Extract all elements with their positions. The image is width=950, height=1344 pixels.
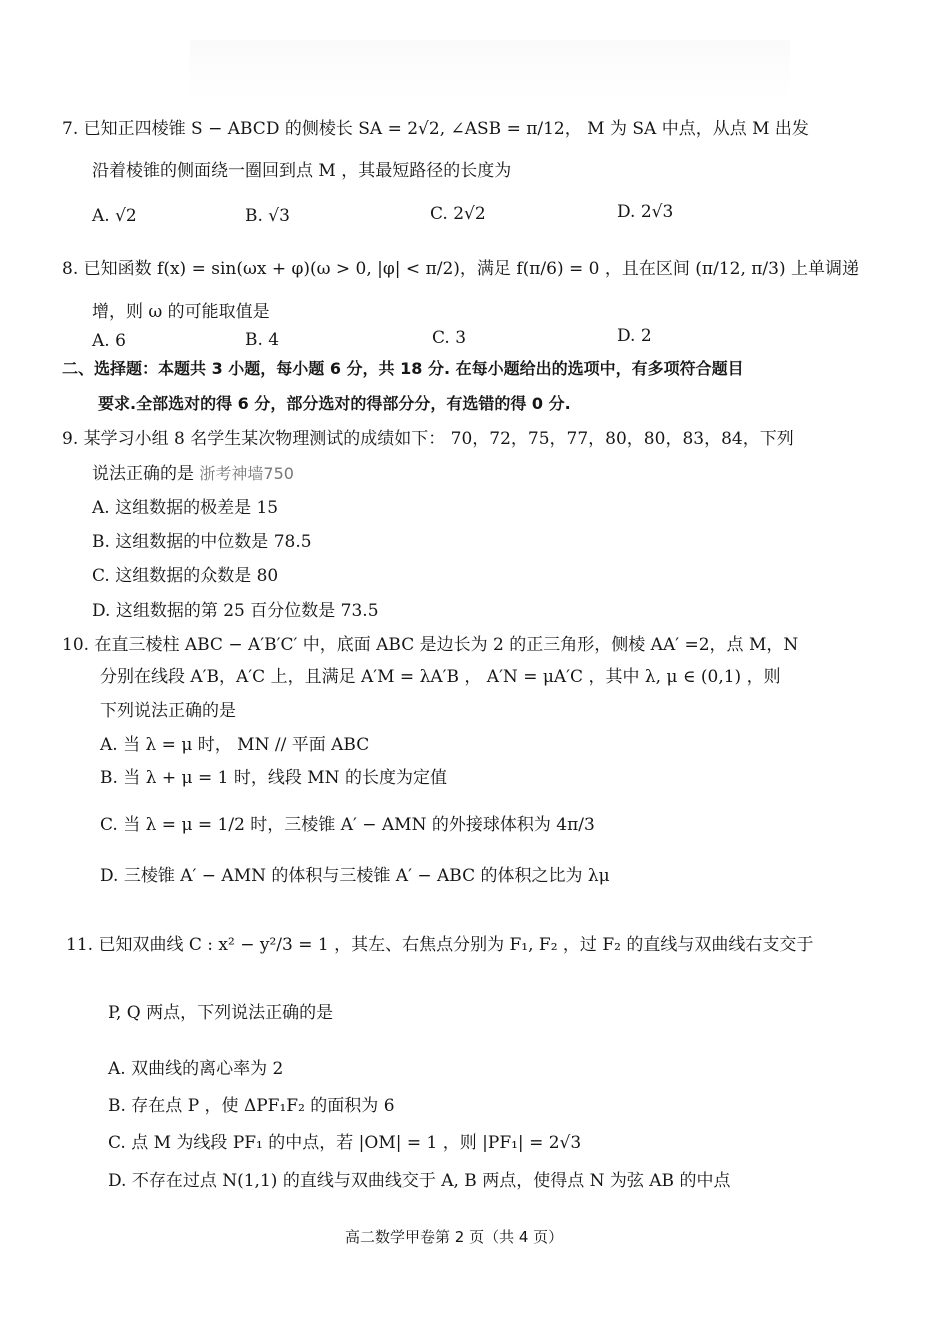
q9-stem-line2 xyxy=(92,463,294,485)
q11-option-c: C. 点 M 为线段 PF₁ 的中点，若 |OM| = 1 ，则 |PF₁| = 2√3 xyxy=(108,1133,582,1153)
q11-stem-line2: P, Q 两点，下列说法正确的是 xyxy=(108,1003,334,1023)
q10-option-a: A. 当 λ = μ 时， MN // 平面 ABC xyxy=(100,735,370,755)
q11-option-b: B. 存在点 P ，使 ΔPF₁F₂ 的面积为 6 xyxy=(108,1096,395,1116)
q10-option-c: C. 当 λ = μ = 1/2 时，三棱锥 A′ − AMN 的外接球体积为 4π/3 xyxy=(100,815,595,835)
q7-option-a: A. √2 xyxy=(92,206,137,226)
q8-stem-line2: 增，则 ω 的可能取值是 xyxy=(92,302,270,322)
q8-option-a: A. 6 xyxy=(92,331,126,351)
section2-heading-line2: 要求.全部选对的得 6 分，部分选对的得部分分，有选错的得 0 分. xyxy=(98,394,571,413)
q11-stem-line1: 11. 已知双曲线 C : x² − y²/3 = 1 ，其左、右焦点分别为 F₁, F₂ ，过 F₂ 的直线与双曲线右支交于 xyxy=(66,935,814,955)
q8-option-d: D. 2 xyxy=(617,326,652,346)
q9-option-c: C. 这组数据的众数是 80 xyxy=(92,566,279,586)
q7-option-d: D. 2√3 xyxy=(617,202,674,222)
page-footer: 高二数学甲卷第 2 页（共 4 页） xyxy=(345,1228,564,1246)
q11-option-d: D. 不存在过点 N(1,1) 的直线与双曲线交于 A, B 两点，使得点 N 为弦 AB 的中点 xyxy=(108,1171,731,1191)
q9-option-b: B. 这组数据的中位数是 78.5 xyxy=(92,532,312,552)
q7-stem-line1: 7. 已知正四棱锥 S − ABCD 的侧棱长 SA = 2√2, ∠ASB = π/12， M 为 SA 中点，从点 M 出发 xyxy=(62,119,809,139)
q8-option-c: C. 3 xyxy=(432,328,467,348)
q7-option-b: B. √3 xyxy=(245,206,290,226)
q7-stem-line2: 沿着棱锥的侧面绕一圈回到点 M ，其最短路径的长度为 xyxy=(92,161,512,181)
q10-option-d: D. 三棱锥 A′ − AMN 的体积与三棱锥 A′ − ABC 的体积之比为 λμ xyxy=(100,866,610,886)
section2-heading-line1: 二、选择题：本题共 3 小题，每小题 6 分，共 18 分. 在每小题给出的选项中，有多项符合题目 xyxy=(62,359,744,378)
q8-stem-line1: 8. 已知函数 f(x) = sin(ωx + φ)(ω > 0, |φ| < π/2)，满足 f(π/6) = 0 ，且在区间 (π/12, π/3) 上单调递 xyxy=(62,259,860,279)
q9-option-a: A. 这组数据的极差是 15 xyxy=(92,498,279,518)
scan-shading xyxy=(190,40,790,100)
q10-option-b: B. 当 λ + μ = 1 时，线段 MN 的长度为定值 xyxy=(100,768,447,788)
q10-stem-line2: 分别在线段 A′B，A′C 上，且满足 A′M = λA′B ， A′N = μA′C ，其中 λ, μ ∈ (0,1) ，则 xyxy=(100,667,781,687)
watermark-text: 浙考神墙750 xyxy=(199,464,294,483)
q11-option-a: A. 双曲线的离心率为 2 xyxy=(108,1059,284,1079)
q10-stem-line3: 下列说法正确的是 xyxy=(100,701,236,721)
q8-option-b: B. 4 xyxy=(245,330,280,350)
q9-stem-line1: 9. 某学习小组 8 名学生某次物理测试的成绩如下： 70，72，75，77，80，80，83，84，下列 xyxy=(62,429,794,449)
q7-option-c: C. 2√2 xyxy=(430,204,486,224)
q9-option-d: D. 这组数据的第 25 百分位数是 73.5 xyxy=(92,601,379,621)
q9-stem-text: 说法正确的是 xyxy=(92,464,194,484)
q10-stem-line1: 10. 在直三棱柱 ABC − A′B′C′ 中，底面 ABC 是边长为 2 的正三角形，侧棱 AA′ =2，点 M，N xyxy=(62,635,799,655)
